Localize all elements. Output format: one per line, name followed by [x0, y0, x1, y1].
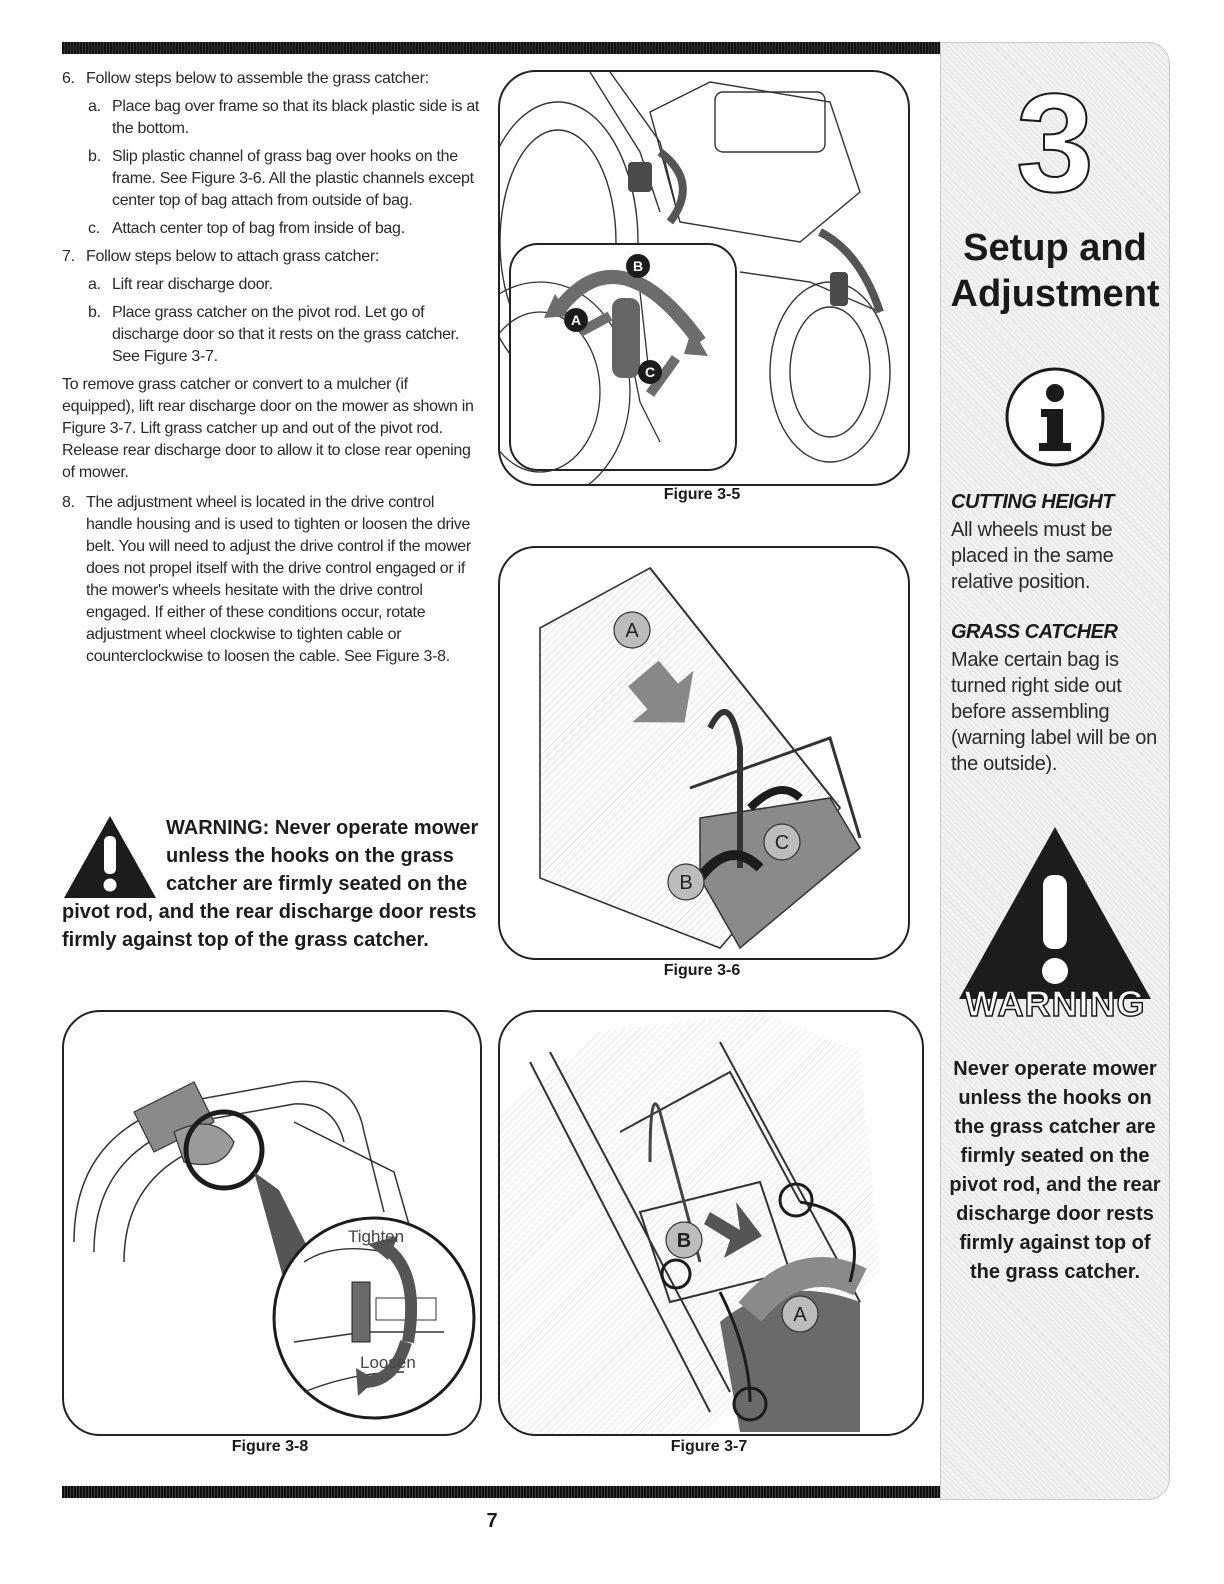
instructions-column: [62, 68, 480, 674]
page-number: 7: [486, 1510, 498, 1532]
figure-3-6-drawing: [500, 548, 908, 958]
fig6-label-a: A: [625, 620, 639, 642]
chapter-sidebar: [940, 42, 1170, 1500]
step-6a: a. Place bag over frame so that its black plastic side is at the bottom.: [88, 98, 480, 137]
section-title: Setup and Adjustment: [950, 227, 1160, 315]
chapter-number: 3: [1016, 64, 1094, 221]
figure-3-8: [62, 1010, 482, 1436]
figure-3-8-drawing: [64, 1012, 480, 1434]
top-rule: [62, 42, 944, 54]
figure-3-8-caption: Figure 3-8: [231, 1438, 309, 1455]
warning-heading: WARNING: Never operate mower unless the hooks on the grass catcher are firmly seated on the: [166, 817, 479, 895]
figure-3-5-drawing: [500, 72, 908, 484]
sidebar-warning-icon: [955, 823, 1155, 1003]
remove-paragraph: To remove grass catcher or convert to a mulcher (if equipped), lift rear discharge door on the mower as shown in Figure 3-7. Lift grass catcher up and out of the pivot rod. Release rear discharge door to allow it to close rear opening of mower.: [62, 376, 474, 481]
step-7b: b. Place grass catcher on the pivot rod. Let go of discharge door so that it rests on the grass catcher. See Figure 3-7.: [88, 304, 459, 365]
fig5-label-a: A: [570, 312, 582, 328]
step-7a: a. Lift rear discharge door.: [88, 276, 273, 293]
fig6-label-c: C: [774, 832, 790, 854]
step-7: 7. Follow steps below to attach grass catcher:: [62, 248, 380, 265]
fig8-tighten-label: Tighten: [348, 1227, 405, 1246]
figure-3-7: [498, 1010, 924, 1436]
fig7-label-a: A: [793, 1304, 807, 1326]
warning-continuation: pivot rod, and the rear discharge door rests firmly against top of the grass catcher.: [62, 901, 477, 951]
warning-triangle-icon: [62, 814, 158, 900]
grass-catcher-note: Make certain bag is turned right side out before assembling (warning label will be on the outside).: [951, 649, 1157, 775]
grass-catcher-heading: GRASS CATCHER: [951, 621, 1118, 643]
sidebar-warning-word: WARNING: [964, 983, 1146, 1024]
figure-3-5-caption: Figure 3-5: [663, 486, 741, 503]
fig7-label-b: B: [676, 1230, 692, 1252]
step-6: 6. Follow steps below to assemble the grass catcher:: [62, 70, 429, 87]
figure-3-7-drawing: [500, 1012, 922, 1434]
fig5-label-b: B: [632, 258, 644, 274]
fig5-label-c: C: [644, 364, 656, 380]
figure-3-5: [498, 70, 910, 486]
cutting-height-note: All wheels must be placed in the same relative position.: [951, 519, 1114, 593]
figure-3-6-caption: Figure 3-6: [663, 962, 741, 979]
cutting-height-heading: CUTTING HEIGHT: [951, 491, 1114, 513]
step-6b: b. Slip plastic channel of grass bag over hooks on the frame. See Figure 3-6. All the plastic channels except center top of bag attach from outside of bag.: [88, 148, 474, 209]
step-6c: c. Attach center top of bag from inside of bag.: [88, 220, 405, 237]
figure-3-6: [498, 546, 910, 960]
step-8: 8. The adjustment wheel is located in the drive control handle housing and is used to tighten or loosen the drive belt. You will need to adjust the drive control if the mower does not propel itself with the drive control engaged or if the mower's wheels hesitate with the drive control engaged. If either of these conditions occur, rotate adjustment wheel clockwise to tighten cable or counterclockwise to loosen the cable. See Figure 3-8.: [62, 494, 471, 665]
warning-block: [62, 814, 480, 954]
fig6-label-b: B: [679, 872, 693, 894]
sidebar-warning-text: Never operate mower unless the hooks on the grass catcher are firmly seated on the pivot rod, and the rear discharge door rests firmly against top of the grass catcher.: [949, 1058, 1161, 1283]
figure-3-7-caption: Figure 3-7: [670, 1438, 748, 1455]
bottom-rule: [62, 1486, 944, 1498]
info-icon: [1003, 365, 1107, 469]
fig8-loosen-label: Loosen: [360, 1353, 416, 1372]
